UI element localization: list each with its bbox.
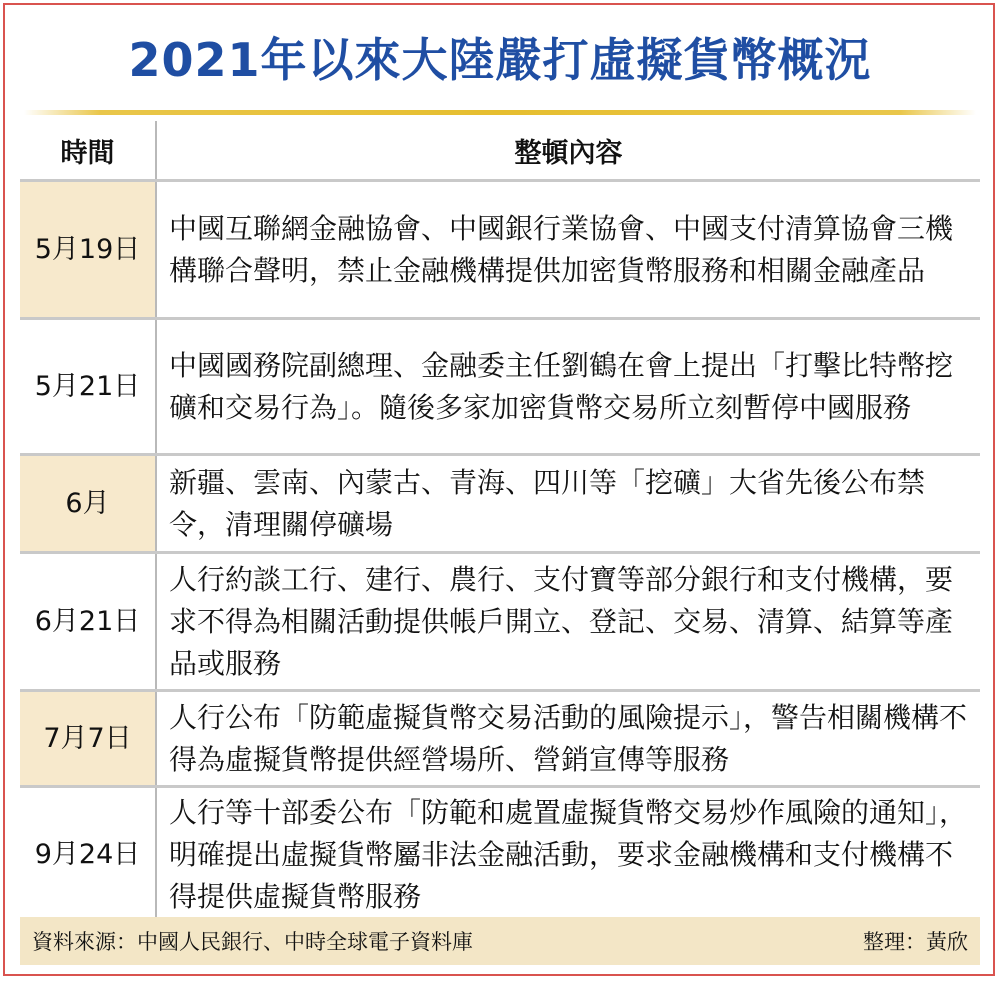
row-date: 9月24日 (20, 787, 156, 924)
table-row (20, 181, 980, 319)
title-underline (24, 110, 976, 115)
row-content: 中國國務院副總理、金融委主任劉鶴在會上提出「打擊比特幣挖礦和交易行為」。隨後多家加密貨幣交易所立刻暫停中國服務 (156, 319, 980, 455)
row-content: 人行公布「防範虛擬貨幣交易活動的風險提示」，警告相關機構不得為虛擬貨幣提供經營場所、營銷宣傳等服務 (156, 691, 980, 787)
row-date: 5月21日 (20, 319, 156, 455)
row-date: 6月21日 (20, 553, 156, 691)
header-content: 整頓內容 (156, 121, 980, 181)
row-date: 5月19日 (20, 181, 156, 319)
editor-credit: 整理：黃欣 (863, 930, 968, 954)
footer-bar (20, 917, 980, 965)
page-title: 2021年以來大陸嚴打虛擬貨幣概況 (128, 33, 872, 87)
table-row (20, 691, 980, 787)
row-content: 新疆、雲南、內蒙古、青海、四川等「挖礦」大省先後公布禁令，清理關停礦場 (156, 455, 980, 553)
table-row (20, 553, 980, 691)
row-content: 中國互聯網金融協會、中國銀行業協會、中國支付清算協會三機構聯合聲明，禁止金融機構提供加密貨幣服務和相關金融產品 (156, 181, 980, 319)
table-row (20, 319, 980, 455)
source-note: 資料來源：中國人民銀行、中時全球電子資料庫 (32, 930, 473, 954)
header-date: 時間 (20, 121, 156, 181)
table-header-row (20, 121, 980, 181)
table-row (20, 787, 980, 924)
row-date: 7月7日 (20, 691, 156, 787)
timeline-table (20, 121, 980, 925)
row-content: 人行約談工行、建行、農行、支付寶等部分銀行和支付機構，要求不得為相關活動提供帳戶開立、登記、交易、清算、結算等產品或服務 (156, 553, 980, 691)
row-date: 6月 (20, 455, 156, 553)
table-row (20, 455, 980, 553)
row-content: 人行等十部委公布「防範和處置虛擬貨幣交易炒作風險的通知」，明確提出虛擬貨幣屬非法金融活動，要求金融機構和支付機構不得提供虛擬貨幣服務 (156, 787, 980, 924)
